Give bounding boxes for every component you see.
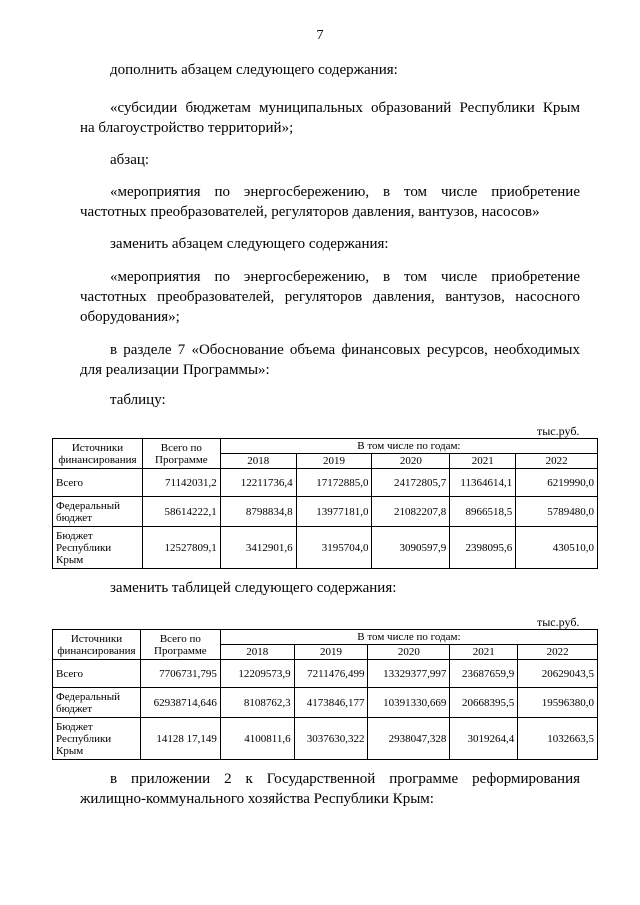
table-row [53, 469, 598, 497]
paragraph-replace-table-intro: заменить таблицей следующего содержания: [110, 580, 397, 596]
row-value: 21082207,8 [372, 497, 450, 527]
row-source: Федеральный бюджет [53, 688, 141, 718]
header-by-years: В том числе по годам: [220, 439, 597, 454]
row-total: 7706731,795 [140, 660, 220, 688]
table-row [53, 527, 598, 569]
header-by-years: В том числе по годам: [220, 630, 597, 645]
row-value: 24172805,7 [372, 469, 450, 497]
header-total: Всего по Программе [140, 630, 220, 660]
row-value: 3195704,0 [296, 527, 372, 569]
table-row [53, 497, 598, 527]
row-value: 4173846,177 [294, 688, 368, 718]
header-year: 2022 [518, 645, 598, 660]
row-value: 1032663,5 [518, 718, 598, 760]
page-number: 7 [316, 28, 324, 43]
header-year: 2019 [296, 454, 372, 469]
row-value: 2938047,328 [368, 718, 450, 760]
row-source: Федеральный бюджет [53, 497, 143, 527]
paragraph-replace-intro: заменить абзацем следующего содержания: [110, 236, 389, 252]
row-value: 3037630,322 [294, 718, 368, 760]
paragraph-energy-new-line1: «мероприятия по энергосбережению, в том числе приобретение [110, 269, 580, 285]
table-old [52, 438, 598, 569]
table-new [52, 629, 598, 760]
header-source: Источники финансирования [53, 439, 143, 469]
row-value: 13977181,0 [296, 497, 372, 527]
row-value: 12209573,9 [220, 660, 294, 688]
row-value: 12211736,4 [220, 469, 296, 497]
header-year: 2018 [220, 645, 294, 660]
row-value: 3090597,9 [372, 527, 450, 569]
row-value: 4100811,6 [220, 718, 294, 760]
row-value: 8966518,5 [450, 497, 516, 527]
paragraph-subsidies-line2: на благоустройство территорий»; [80, 120, 294, 136]
row-value: 17172885,0 [296, 469, 372, 497]
table-row [53, 660, 598, 688]
row-value: 3412901,6 [220, 527, 296, 569]
row-value: 430510,0 [516, 527, 598, 569]
paragraph-subsidies-line1: «субсидии бюджетам муниципальных образований Республики Крым [110, 100, 580, 116]
paragraph-table-label: таблицу: [110, 392, 166, 408]
table-row [53, 718, 598, 760]
row-value: 13329377,997 [368, 660, 450, 688]
header-total: Всего по Программе [142, 439, 220, 469]
unit-label-new: тыс.руб. [537, 615, 580, 629]
paragraph-abzac: абзац: [110, 152, 150, 168]
row-value: 10391330,669 [368, 688, 450, 718]
header-year: 2022 [516, 454, 598, 469]
table-header-row [53, 630, 598, 645]
row-total: 14128 17,149 [140, 718, 220, 760]
header-year: 2021 [450, 454, 516, 469]
row-value: 5789480,0 [516, 497, 598, 527]
row-value: 2398095,6 [450, 527, 516, 569]
header-year: 2020 [368, 645, 450, 660]
row-value: 3019264,4 [450, 718, 518, 760]
row-value: 8108762,3 [220, 688, 294, 718]
header-year: 2020 [372, 454, 450, 469]
row-source: Бюджет Республики Крым [53, 527, 143, 569]
paragraph-energy-new-line3: оборудования»; [80, 309, 180, 325]
row-value: 11364614,1 [450, 469, 516, 497]
row-value: 20629043,5 [518, 660, 598, 688]
unit-label-old: тыс.руб. [537, 424, 580, 438]
paragraph-section7-line1: в разделе 7 «Обоснование объема финансовых ресурсов, необходимых [110, 342, 580, 358]
header-year: 2018 [220, 454, 296, 469]
table-header-row [53, 439, 598, 454]
row-value: 23687659,9 [450, 660, 518, 688]
row-value: 8798834,8 [220, 497, 296, 527]
paragraph-section7-line2: для реализации Программы»: [80, 362, 270, 378]
paragraph-appendix-line1: в приложении 2 к Государственной программе реформирования [110, 771, 580, 787]
paragraph-energy-old-line2: частотных преобразователей, регуляторов давления, вантузов, насосов» [80, 204, 540, 220]
header-year: 2021 [450, 645, 518, 660]
paragraph-add-intro: дополнить абзацем следующего содержания: [110, 62, 398, 78]
paragraph-energy-new-line2: частотных преобразователей, регуляторов давления, вантузов, насосного [80, 289, 580, 305]
paragraph-appendix-line2: жилищно-коммунального хозяйства Республики Крым: [80, 791, 434, 807]
row-total: 12527809,1 [142, 527, 220, 569]
row-value: 6219990,0 [516, 469, 598, 497]
row-value: 7211476,499 [294, 660, 368, 688]
row-value: 19596380,0 [518, 688, 598, 718]
row-source: Бюджет Республики Крым [53, 718, 141, 760]
paragraph-energy-old-line1: «мероприятия по энергосбережению, в том числе приобретение [110, 184, 580, 200]
row-total: 58614222,1 [142, 497, 220, 527]
row-total: 71142031,2 [142, 469, 220, 497]
row-total: 62938714,646 [140, 688, 220, 718]
row-source: Всего [53, 660, 141, 688]
table-row [53, 688, 598, 718]
row-source: Всего [53, 469, 143, 497]
header-year: 2019 [294, 645, 368, 660]
row-value: 20668395,5 [450, 688, 518, 718]
header-source: Источники финансирования [53, 630, 141, 660]
